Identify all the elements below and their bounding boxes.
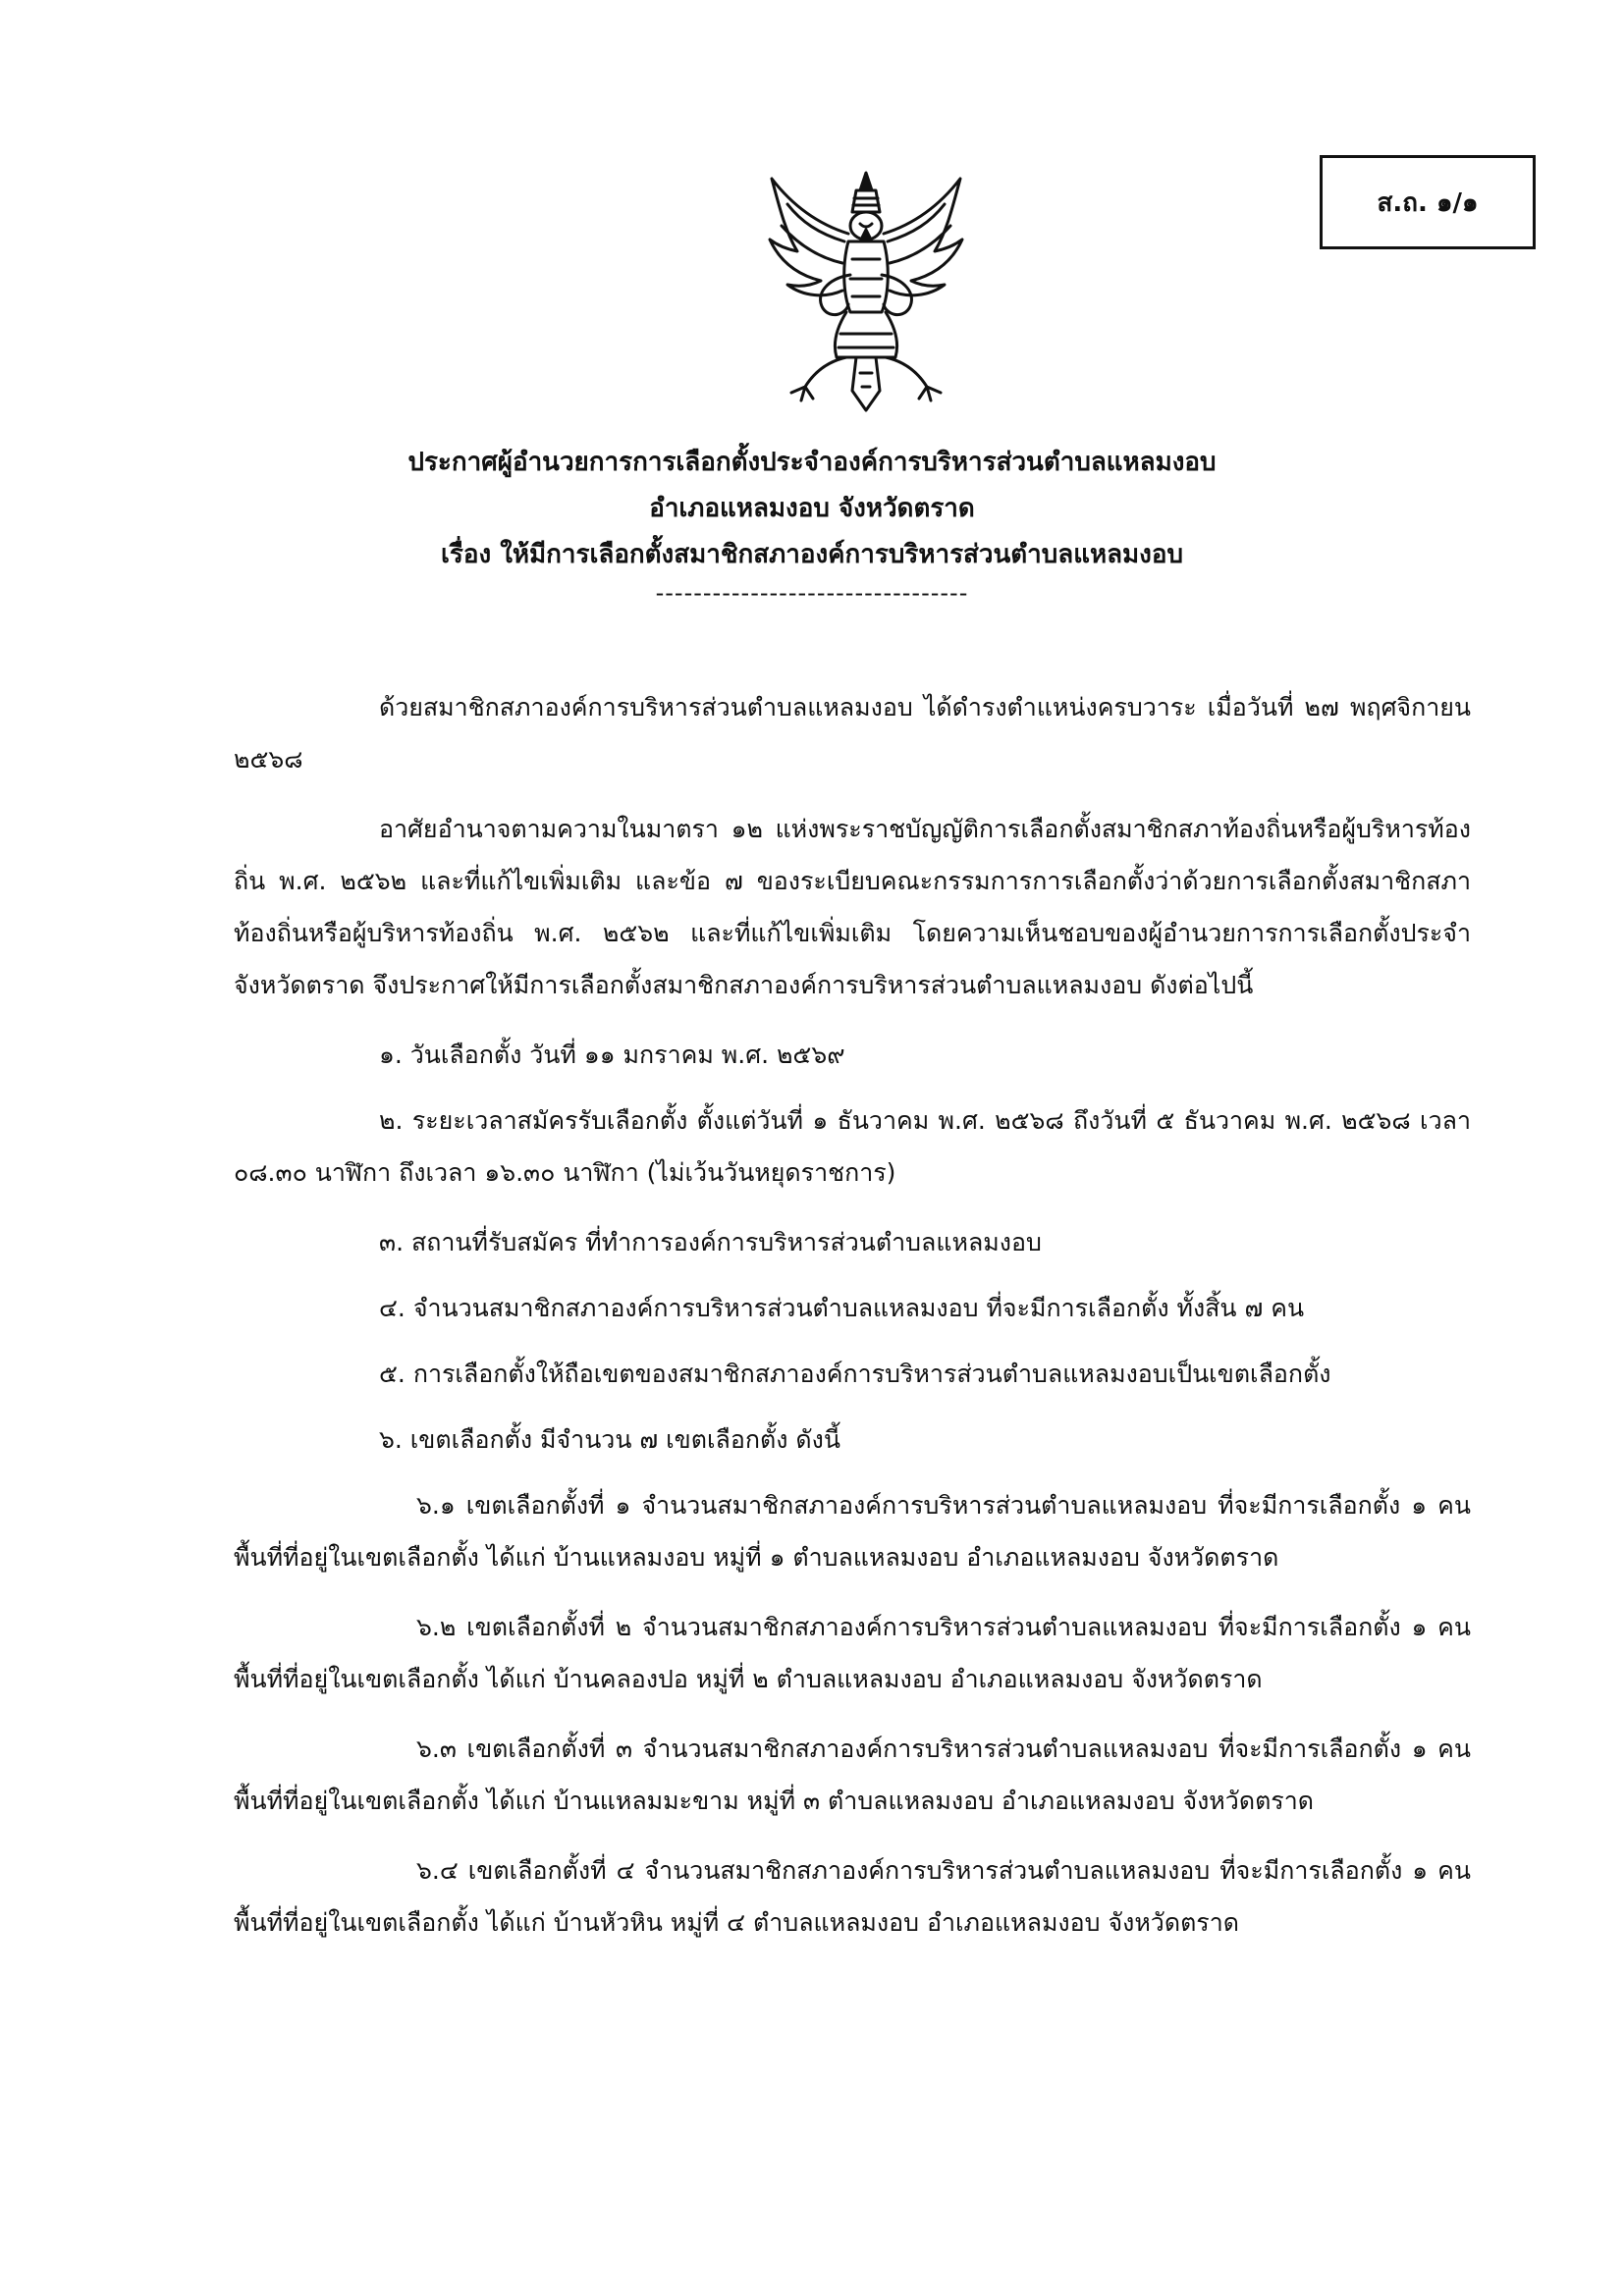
item-3-application-place: ๓. สถานที่รับสมัคร ที่ทำการองค์การบริหารส่วนตำบลแหลมงอบ bbox=[379, 1228, 1042, 1256]
item-5-constituency-basis: ๕. การเลือกตั้งให้ถือเขตของสมาชิกสภาองค์การบริหารส่วนตำบลแหลมงอบเป็นเขตเลือกตั้ง bbox=[379, 1360, 1331, 1388]
announcement-body bbox=[234, 681, 1471, 1966]
title-line-3: เรื่อง ให้มีการเลือกตั้งสมาชิกสภาองค์การบริหารส่วนตำบลแหลมงอบ bbox=[441, 540, 1183, 569]
paragraph-authority: อาศัยอำนาจตามความในมาตรา ๑๒ แห่งพระราชบัญญัติการเลือกตั้งสมาชิกสภาท้องถิ่นหรือผู้บริหารท้องถิ่น พ.ศ. ๒๕๖๒ และที่แก้ไขเพิ่มเติม และข้อ ๗ ของระเบียบคณะกรรมการการเลือกตั้งว่าด้วยการเลือกตั้งสมาชิกสภาท้องถิ่นหรือผู้บริหารท้องถิ่น พ.ศ. ๒๕๖๒ และที่แก้ไขเพิ่มเติม โดยความเห็นชอบของผู้อำนวยการการเลือกตั้งประจำจังหวัดตราด จึงประกาศให้มีการเลือกตั้งสมาชิกสภาองค์การบริหารส่วนตำบลแหลมงอบ ดังต่อไปนี้ bbox=[234, 815, 1471, 999]
item-1-election-date: ๑. วันเลือกตั้ง วันที่ ๑๑ มกราคม พ.ศ. ๒๕๖๙ bbox=[379, 1041, 845, 1069]
title-line-1: ประกาศผู้อำนวยการการเลือกตั้งประจำองค์การบริหารส่วนตำบลแหลมงอบ bbox=[407, 448, 1217, 477]
form-code: ส.ถ. ๑/๑ bbox=[1377, 187, 1479, 218]
title-divider: --------------------------------- bbox=[655, 579, 969, 607]
item-6-4-constituency: ๖.๔ เขตเลือกตั้งที่ ๔ จำนวนสมาชิกสภาองค์การบริหารส่วนตำบลแหลมงอบ ที่จะมีการเลือกตั้ง ๑ คน พื้นที่ที่อยู่ในเขตเลือกตั้ง ได้แก่ บ้านหัวหิน หมู่ที่ ๔ ตำบลแหลมงอบ อำเภอแหลมงอบ จังหวัดตราด bbox=[234, 1856, 1471, 1937]
title-line-2: อำเภอแหลมงอบ จังหวัดตราด bbox=[649, 494, 975, 523]
item-4-member-count: ๔. จำนวนสมาชิกสภาองค์การบริหารส่วนตำบลแหลมงอบ ที่จะมีการเลือกตั้ง ทั้งสิ้น ๗ คน bbox=[379, 1294, 1305, 1322]
item-6-2-constituency: ๖.๒ เขตเลือกตั้งที่ ๒ จำนวนสมาชิกสภาองค์การบริหารส่วนตำบลแหลมงอบ ที่จะมีการเลือกตั้ง ๑ คน พื้นที่ที่อยู่ในเขตเลือกตั้ง ได้แก่ บ้านคลองปอ หมู่ที่ ๒ ตำบลแหลมงอบ อำเภอแหลมงอบ จังหวัดตราด bbox=[234, 1613, 1471, 1693]
paragraph-intro: ด้วยสมาชิกสภาองค์การบริหารส่วนตำบลแหลมงอบ ได้ดำรงตำแหน่งครบวาระ เมื่อวันที่ ๒๗ พฤศจิกายน ๒๕๖๘ bbox=[234, 693, 1471, 774]
garuda-emblem-icon bbox=[758, 165, 974, 420]
item-6-3-constituency: ๖.๓ เขตเลือกตั้งที่ ๓ จำนวนสมาชิกสภาองค์การบริหารส่วนตำบลแหลมงอบ ที่จะมีการเลือกตั้ง ๑ คน พื้นที่ที่อยู่ในเขตเลือกตั้ง ได้แก่ บ้านแหลมมะขาม หมู่ที่ ๓ ตำบลแหลมงอบ อำเภอแหลมงอบ จังหวัดตราด bbox=[234, 1735, 1471, 1815]
announcement-title bbox=[236, 440, 1388, 608]
item-6-constituencies: ๖. เขตเลือกตั้ง มีจำนวน ๗ เขตเลือกตั้ง ดังนี้ bbox=[379, 1425, 840, 1454]
item-6-1-constituency: ๖.๑ เขตเลือกตั้งที่ ๑ จำนวนสมาชิกสภาองค์การบริหารส่วนตำบลแหลมงอบ ที่จะมีการเลือกตั้ง ๑ คน พื้นที่ที่อยู่ในเขตเลือกตั้ง ได้แก่ บ้านแหลมงอบ หมู่ที่ ๑ ตำบลแหลมงอบ อำเภอแหลมงอบ จังหวัดตราด bbox=[234, 1491, 1471, 1572]
item-2-application-period: ๒. ระยะเวลาสมัครรับเลือกตั้ง ตั้งแต่วันที่ ๑ ธันวาคม พ.ศ. ๒๕๖๘ ถึงวันที่ ๕ ธันวาคม พ.ศ. ๒๕๖๘ เวลา ๐๘.๓๐ นาฬิกา ถึงเวลา ๑๖.๓๐ นาฬิกา (ไม่เว้นวันหยุดราชการ) bbox=[234, 1106, 1471, 1187]
form-code-box bbox=[1320, 155, 1536, 249]
